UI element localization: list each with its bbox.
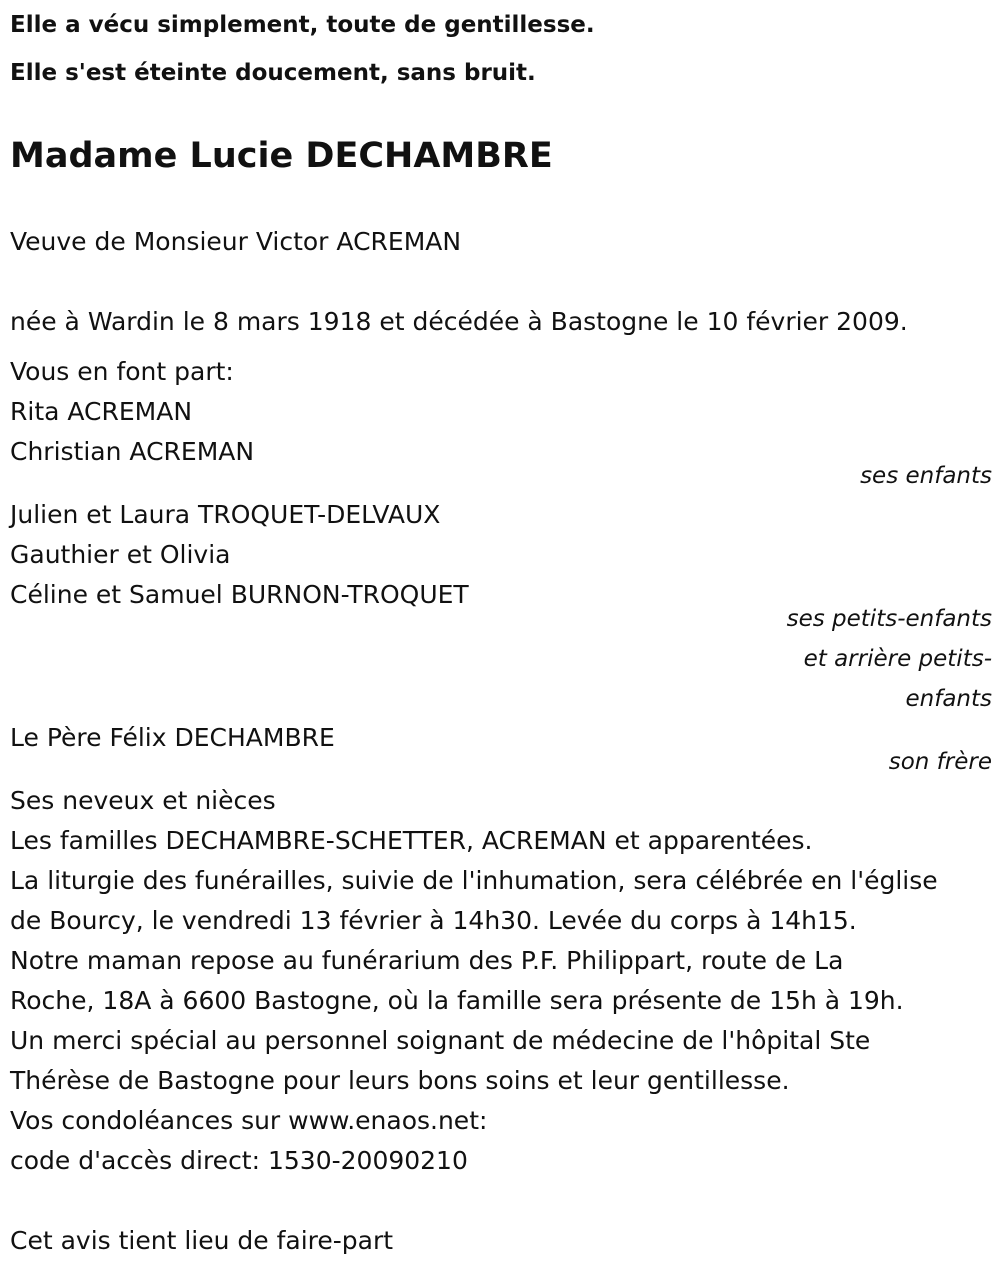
brother-role: son frère: [888, 749, 992, 775]
closing-line: Cet avis tient lieu de faire-part: [10, 1226, 394, 1255]
grandchild-2: Gauthier et Olivia: [10, 540, 231, 569]
details-line-2: de Bourcy, le vendredi 13 février à 14h30. Levée du corps à 14h15.: [10, 906, 857, 935]
others-line-1: Ses neveux et nièces: [10, 786, 276, 815]
dates-line: née à Wardin le 8 mars 1918 et décédée à Bastogne le 10 février 2009.: [10, 307, 908, 336]
condolences-line: Vos condoléances sur www.enaos.net:: [10, 1106, 488, 1135]
others-line-2: Les familles DECHAMBRE-SCHETTER, ACREMAN et apparentées.: [10, 826, 813, 855]
brother-line: Le Père Félix DECHAMBRE: [10, 723, 335, 752]
children-role: ses enfants: [860, 463, 992, 489]
details-line-4: Roche, 18A à 6600 Bastogne, où la famille sera présente de 15h à 19h.: [10, 986, 904, 1015]
details-line-6: Thérèse de Bastogne pour leurs bons soins et leur gentillesse.: [10, 1066, 790, 1095]
grandchild-3: Céline et Samuel BURNON-TROQUET: [10, 580, 469, 609]
access-code-line: code d'accès direct: 1530-20090210: [10, 1146, 468, 1175]
announcement-intro: Vous en font part:: [10, 357, 234, 386]
grandchildren-role-2: et arrière petits-: [803, 646, 992, 672]
motto-line-1: Elle a vécu simplement, toute de gentillesse.: [10, 12, 595, 38]
grandchildren-role-1: ses petits-enfants: [786, 606, 992, 632]
details-line-3: Notre maman repose au funérarium des P.F. Philippart, route de La: [10, 946, 844, 975]
deceased-name: Madame Lucie DECHAMBRE: [10, 136, 553, 176]
details-line-1: La liturgie des funérailles, suivie de l'inhumation, sera célébrée en l'église: [10, 866, 938, 895]
details-line-5: Un merci spécial au personnel soignant de médecine de l'hôpital Ste: [10, 1026, 871, 1055]
child-2: Christian ACREMAN: [10, 437, 255, 466]
child-1: Rita ACREMAN: [10, 397, 193, 426]
motto-line-2: Elle s'est éteinte doucement, sans bruit.: [10, 60, 536, 86]
grandchildren-role-3: enfants: [905, 686, 992, 712]
spouse-line: Veuve de Monsieur Victor ACREMAN: [10, 227, 462, 256]
grandchild-1: Julien et Laura TROQUET-DELVAUX: [10, 500, 441, 529]
